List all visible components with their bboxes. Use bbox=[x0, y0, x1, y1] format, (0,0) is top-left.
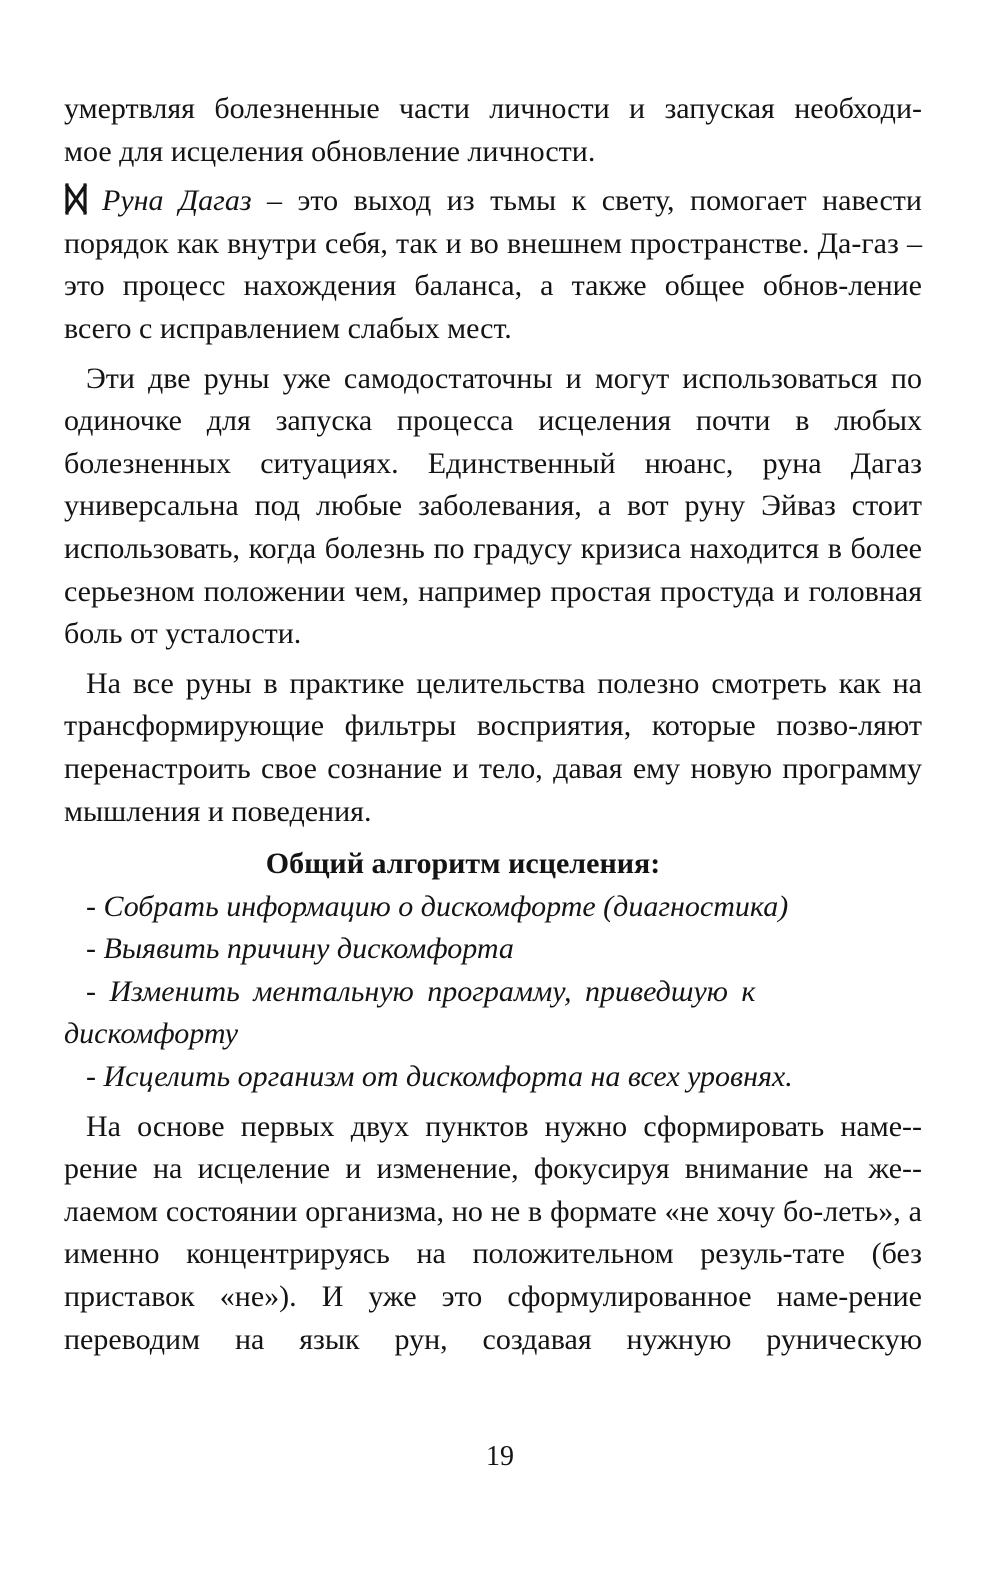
dagaz-text-rest: порядок как внутри себя, так и во внешнем пространстве. Да-газ – это процесс нахождения баланса, а также общее обнов-ление всего с исправлением слабых мест. bbox=[64, 226, 922, 345]
intro-line-2: мое для исцеления обновление личности. bbox=[64, 134, 596, 168]
dagaz-text-line-1: – это выход из тьмы к свету, помогает навести bbox=[251, 184, 922, 218]
algorithm-heading: Общий алгоритм исцеления: bbox=[265, 847, 661, 881]
dagaz-rune-icon bbox=[64, 183, 88, 213]
algorithm-step-3: - Изменить ментальную программу, приведшую к дискомфорту bbox=[64, 974, 756, 1051]
page-body bbox=[64, 88, 922, 1361]
algorithm-step-2: - Выявить причину дискомфорта bbox=[86, 932, 514, 966]
intro-paragraph bbox=[64, 88, 922, 173]
intro-line-1: умертвляя болезненные части личности и запуская необходи- bbox=[64, 92, 922, 125]
algorithm-step-4: - Исцелить организм от дискомфорта на всех уровнях. bbox=[86, 1060, 793, 1094]
page-number: 19 bbox=[486, 1441, 514, 1472]
final-paragraph: На основе первых двух пунктов нужно сформировать наме-рение на исцеление и изменение, фокусируя внимание на же-лаемом состоянии организма, но не в формате «не хочу бо-леть», а именно концентрируясь на положительном резуль-тате (без приставок «не»). И уже это сформулированное наме-рение переводим на язык рун, создавая нужную руническую bbox=[64, 1109, 922, 1356]
two-runes-paragraph: Эти две руны уже самодостаточны и могут использоваться по одиночке для запуска процесса исцеления почти в любых болезненных ситуациях. Единственный нюанс, руна Дагаз универсальна под любые заболевания, а вот руну Эйваз стоит использовать, когда болезнь по градусу кризиса находится в более серьезном положении чем, например простая простуда и головная боль от усталости. bbox=[64, 361, 922, 651]
algorithm-step-1: - Собрать информацию о дискомфорте (диагностика) bbox=[86, 889, 789, 923]
dagaz-paragraph bbox=[64, 180, 922, 350]
all-runes-paragraph: На все руны в практике целительства полезно смотреть как на трансформирующие фильтры восприятия, которые позво-ляют перенастроить свое сознание и тело, давая ему новую программу мышления и поведения. bbox=[64, 666, 922, 828]
rune-name: Руна Дагаз bbox=[102, 184, 252, 218]
